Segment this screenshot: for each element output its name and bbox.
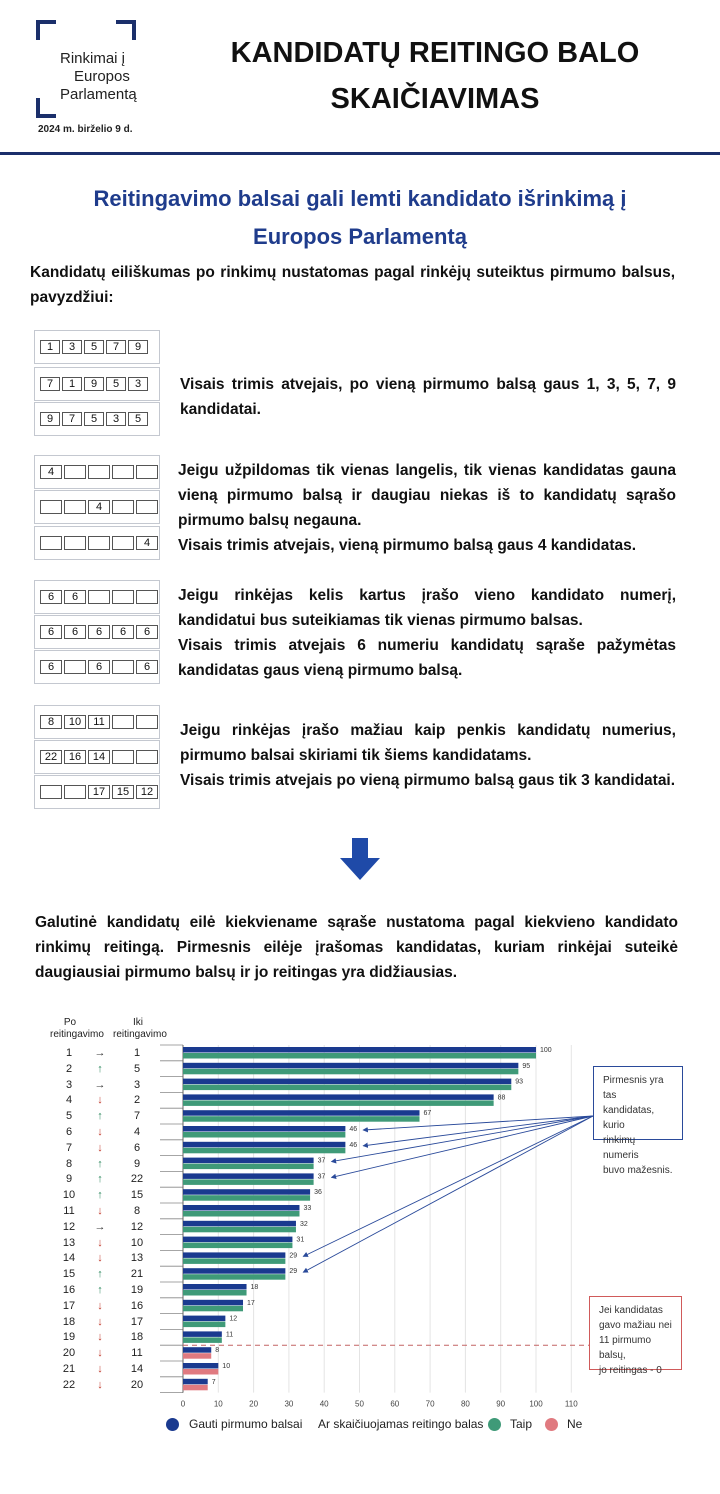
ballot-box: 3 xyxy=(106,412,126,426)
annotation-arrow xyxy=(303,1116,593,1256)
legend-yes-dot xyxy=(488,1418,501,1431)
votes-bar xyxy=(183,1079,511,1085)
title-line-1: KANDIDATŲ REITINGO BALO xyxy=(230,37,640,69)
votes-bar xyxy=(183,1316,225,1322)
col-before-line: reitingavimo xyxy=(113,1029,167,1040)
rank-after: 22 xyxy=(62,1378,76,1391)
bar-value-label: 31 xyxy=(296,1236,305,1244)
ballot-boxes xyxy=(40,465,158,479)
rank-up-arrow-icon: ↑ xyxy=(97,1062,103,1075)
ballot-box: 6 xyxy=(136,660,158,674)
col-before-line: Iki xyxy=(133,1017,143,1028)
note-threshold xyxy=(589,1296,682,1376)
ballot-box: 5 xyxy=(84,340,104,354)
ballot-box: 1 xyxy=(40,340,60,354)
logo-line: Europos xyxy=(74,68,130,85)
ballot-example-card xyxy=(34,775,160,809)
ballot-example-card xyxy=(34,650,160,684)
rating-yes-bar xyxy=(183,1179,314,1185)
example-text-line: Visais trimis atvejais 6 numeriu kandidatų sąraše pažymėtas kandidatas gaus vieną pirmumo balsą. xyxy=(178,637,676,679)
votes-bar xyxy=(183,1142,345,1148)
ballot-box: 5 xyxy=(106,377,126,391)
rank-before: 18 xyxy=(130,1331,144,1344)
votes-bar xyxy=(183,1379,208,1385)
rank-before: 22 xyxy=(130,1173,144,1186)
rating-yes-bar xyxy=(183,1164,314,1170)
ballot-boxes xyxy=(40,536,158,550)
intro-text: Kandidatų eiliškumas po rinkimų nustatomas pagal rinkėjų suteiktus pirmumo balsus, pavyzdžiui: xyxy=(30,264,675,306)
rank-before: 19 xyxy=(130,1284,144,1296)
bar-value-label: 36 xyxy=(314,1189,322,1197)
rank-after: 14 xyxy=(62,1252,76,1265)
rating-yes-bar xyxy=(183,1069,518,1075)
logo-line: Parlamentą xyxy=(60,86,137,103)
ballot-box: 7 xyxy=(62,412,82,426)
bar-value-label: 33 xyxy=(303,1205,312,1212)
rank-after: 10 xyxy=(62,1189,76,1202)
votes-bar xyxy=(183,1300,243,1306)
legend-question-label: Ar skaičiuojamas reitingo balas xyxy=(318,1417,484,1431)
rank-after: 6 xyxy=(65,1126,73,1138)
rank-before: 4 xyxy=(133,1126,141,1138)
note-line: Pirmesnis yra tas xyxy=(603,1075,664,1101)
ballot-example-card xyxy=(34,580,160,614)
ballot-box: 6 xyxy=(136,625,158,639)
ballot-example-card xyxy=(34,705,160,739)
rank-up-arrow-icon: ↑ xyxy=(97,1189,103,1202)
rank-after: 16 xyxy=(62,1284,76,1296)
example-2-text xyxy=(178,458,676,558)
bar-value-label: 93 xyxy=(515,1078,524,1086)
ballot-box: 6 xyxy=(64,590,86,604)
note-line: kandidatas, kurio xyxy=(603,1105,655,1131)
ballot-box xyxy=(64,465,86,479)
rank-after: 2 xyxy=(65,1062,73,1075)
x-tick-label: 50 xyxy=(355,1399,364,1409)
ballot-box: 9 xyxy=(84,377,104,391)
rank-down-arrow-icon: ↓ xyxy=(97,1141,103,1154)
ballot-box: 15 xyxy=(112,785,134,799)
rank-down-arrow-icon: ↓ xyxy=(97,1236,103,1249)
rating-yes-bar xyxy=(183,1306,243,1312)
subtitle-line-2: Europos Parlamentą xyxy=(253,224,467,249)
note-line: buvo mažesnis. xyxy=(603,1165,673,1176)
example-4-text xyxy=(180,718,676,793)
rank-before: 10 xyxy=(130,1236,144,1249)
bar-value-label: 46 xyxy=(349,1126,358,1133)
ballot-box xyxy=(136,715,158,729)
rank-before: 3 xyxy=(133,1078,141,1091)
ballot-box xyxy=(88,465,110,479)
ballot-box: 10 xyxy=(64,715,86,729)
bar-value-label: 88 xyxy=(497,1094,506,1102)
ballot-example-card xyxy=(34,740,160,774)
example-3-text xyxy=(178,583,676,683)
rank-same-arrow-icon: → xyxy=(94,1078,106,1091)
bar-value-label: 10 xyxy=(222,1363,231,1370)
rating-yes-bar xyxy=(183,1274,285,1280)
ballot-boxes xyxy=(40,750,158,764)
ballot-box: 11 xyxy=(88,715,110,729)
rank-down-arrow-icon: ↓ xyxy=(97,1299,103,1312)
bar-value-label: 37 xyxy=(317,1157,326,1165)
note-line: rinkimų numeris xyxy=(603,1135,639,1161)
rank-down-arrow-icon: ↓ xyxy=(97,1315,103,1328)
votes-bar xyxy=(183,1347,211,1353)
rank-before: 1 xyxy=(133,1047,141,1059)
ballot-box: 4 xyxy=(88,500,110,514)
rank-down-arrow-icon: ↓ xyxy=(97,1378,103,1391)
ballot-box xyxy=(64,660,86,674)
ballot-box: 6 xyxy=(64,625,86,639)
rank-after: 17 xyxy=(62,1299,76,1312)
annotation-arrow xyxy=(332,1116,593,1162)
rank-after: 13 xyxy=(62,1236,76,1249)
ballot-box xyxy=(64,500,86,514)
example-text-line: Jeigu rinkėjas įrašo mažiau kaip penkis kandidatų numerius, pirmumo balsai skiriami tik šiems kandidatams. xyxy=(180,722,676,764)
rank-up-arrow-icon: ↑ xyxy=(97,1284,103,1296)
ballot-box: 16 xyxy=(64,750,86,764)
ballot-box: 4 xyxy=(136,536,158,550)
ballot-boxes xyxy=(40,340,148,354)
ballot-box: 6 xyxy=(88,625,110,639)
ballot-box: 5 xyxy=(84,412,104,426)
bar-value-label: 100 xyxy=(540,1047,552,1054)
ballot-box: 4 xyxy=(40,465,62,479)
rating-yes-bar xyxy=(183,1195,310,1201)
ballot-example-card xyxy=(34,490,160,524)
votes-bar xyxy=(183,1126,345,1132)
rating-yes-bar xyxy=(183,1053,536,1059)
ballot-box: 6 xyxy=(40,590,62,604)
bar-value-label: 7 xyxy=(211,1378,216,1386)
rating-yes-bar xyxy=(183,1132,345,1138)
rating-yes-bar xyxy=(183,1290,247,1296)
ballot-box: 9 xyxy=(128,340,148,354)
rank-after: 20 xyxy=(62,1347,76,1360)
note-line: 11 pirmumo balsų, xyxy=(599,1335,652,1361)
bar-value-label: 29 xyxy=(289,1252,298,1260)
rank-before: 12 xyxy=(130,1220,144,1233)
x-tick-label: 0 xyxy=(180,1399,186,1409)
example-text-line: Jeigu užpildomas tik vienas langelis, tik vienas kandidatas gauna vieną pirmumo balsą ir daugiau niekas iš to kandidatų sąrašo pirmumo balsų negauna. xyxy=(178,462,676,529)
votes-bar xyxy=(183,1268,285,1274)
rank-before: 15 xyxy=(130,1189,144,1202)
rank-before: 6 xyxy=(133,1141,141,1154)
rank-before: 14 xyxy=(130,1363,144,1375)
title-line-2: SKAIČIAVIMAS xyxy=(330,83,540,115)
ballot-box: 7 xyxy=(40,377,60,391)
ballot-box xyxy=(136,750,158,764)
x-tick-label: 10 xyxy=(213,1399,223,1409)
ballot-box xyxy=(40,536,62,550)
rank-after: 15 xyxy=(62,1268,76,1281)
votes-bar xyxy=(183,1047,536,1053)
votes-bar xyxy=(183,1063,518,1069)
rank-before: 13 xyxy=(130,1252,144,1265)
ballot-boxes xyxy=(40,500,158,514)
annotation-arrow xyxy=(303,1116,593,1272)
rating-yes-bar xyxy=(183,1227,296,1233)
rank-before: 2 xyxy=(133,1094,141,1107)
votes-bar xyxy=(183,1205,299,1211)
x-tick-label: 60 xyxy=(390,1399,400,1409)
bar-value-label: 12 xyxy=(229,1315,238,1323)
ballot-box: 8 xyxy=(40,715,62,729)
note-line: Jei kandidatas xyxy=(599,1305,663,1316)
ballot-box: 7 xyxy=(106,340,126,354)
election-date: 2024 m. birželio 9 d. xyxy=(38,124,133,135)
rank-up-arrow-icon: ↑ xyxy=(97,1173,103,1186)
ballot-box: 6 xyxy=(88,660,110,674)
rank-down-arrow-icon: ↓ xyxy=(97,1347,103,1360)
page-title xyxy=(200,30,670,122)
ballot-box: 6 xyxy=(112,625,134,639)
rank-down-arrow-icon: ↓ xyxy=(97,1331,103,1344)
bar-value-label: 17 xyxy=(247,1299,255,1307)
col-after-line: Po xyxy=(63,1017,77,1028)
legend-yes-label: Taip xyxy=(510,1417,533,1431)
ballot-box xyxy=(112,750,134,764)
rank-down-arrow-icon: ↓ xyxy=(97,1094,103,1107)
section-subtitle xyxy=(60,180,660,256)
page-header xyxy=(0,0,720,155)
bar-value-label: 46 xyxy=(349,1141,358,1149)
ballot-box: 5 xyxy=(128,412,148,426)
ballot-box xyxy=(136,590,158,604)
rank-before: 9 xyxy=(133,1157,141,1170)
rating-yes-bar xyxy=(183,1243,292,1249)
note-lower-number xyxy=(593,1066,683,1176)
bar-value-label: 18 xyxy=(250,1284,259,1291)
rank-after: 18 xyxy=(62,1315,76,1328)
ballot-example-card xyxy=(34,526,160,560)
rank-before: 20 xyxy=(130,1378,144,1391)
rank-after: 19 xyxy=(62,1331,76,1344)
votes-bar xyxy=(183,1331,222,1337)
ballot-boxes xyxy=(40,715,158,729)
rank-before: 17 xyxy=(130,1315,144,1328)
note-line: gavo mažiau nei xyxy=(599,1320,672,1331)
arrow-down-icon xyxy=(340,838,380,880)
rank-same-arrow-icon: → xyxy=(94,1220,106,1233)
rank-before: 5 xyxy=(133,1062,141,1075)
ballot-box xyxy=(136,500,158,514)
ballot-box xyxy=(40,785,62,799)
rating-no-bar xyxy=(183,1385,208,1391)
rank-after: 1 xyxy=(65,1047,73,1059)
rank-down-arrow-icon: ↓ xyxy=(97,1252,103,1265)
x-tick-label: 70 xyxy=(425,1399,435,1409)
example-text-line: Visais trimis atvejais, vieną pirmumo balsą gaus 4 kandidatas. xyxy=(178,537,637,554)
x-tick-label: 30 xyxy=(284,1399,294,1409)
ballot-box xyxy=(40,500,62,514)
ballot-boxes xyxy=(40,625,158,639)
rating-yes-bar xyxy=(183,1116,420,1122)
rank-down-arrow-icon: ↓ xyxy=(97,1363,103,1375)
rank-down-arrow-icon: ↓ xyxy=(97,1205,103,1217)
rank-after: 8 xyxy=(65,1157,73,1170)
rating-yes-bar xyxy=(183,1211,299,1217)
rating-yes-bar xyxy=(183,1085,511,1091)
rank-after: 5 xyxy=(65,1110,73,1123)
ballot-example-card xyxy=(34,615,160,649)
legend-votes-label: Gauti pirmumo balsai xyxy=(189,1417,303,1431)
rank-after: 7 xyxy=(65,1141,73,1154)
ballot-box xyxy=(112,590,134,604)
rating-yes-bar xyxy=(183,1322,225,1328)
x-tick-label: 20 xyxy=(249,1399,259,1409)
votes-bar xyxy=(183,1284,247,1290)
ballot-box: 12 xyxy=(136,785,158,799)
ballot-example-card xyxy=(34,455,160,489)
bar-value-label: 29 xyxy=(289,1268,298,1276)
ballot-box xyxy=(64,536,86,550)
col-after-line: reitingavimo xyxy=(50,1029,104,1040)
rank-after: 9 xyxy=(65,1173,73,1186)
bar-value-label: 8 xyxy=(215,1347,220,1355)
ballot-boxes xyxy=(40,785,158,799)
rating-yes-bar xyxy=(183,1337,222,1343)
ballot-boxes xyxy=(40,660,158,674)
x-tick-label: 90 xyxy=(496,1399,506,1409)
ballot-boxes xyxy=(40,412,148,426)
rating-no-bar xyxy=(183,1353,211,1359)
annotation-arrow xyxy=(332,1116,593,1177)
rank-same-arrow-icon: → xyxy=(94,1047,106,1059)
votes-bar xyxy=(183,1221,296,1227)
bar-value-label: 95 xyxy=(522,1062,531,1070)
ballot-box: 14 xyxy=(88,750,110,764)
legend-no-label: Ne xyxy=(567,1417,583,1431)
rating-yes-bar xyxy=(183,1148,345,1154)
votes-bar xyxy=(183,1110,420,1116)
ballot-boxes xyxy=(40,377,148,391)
ballot-example-card xyxy=(34,367,160,401)
bar-value-label: 67 xyxy=(423,1110,432,1118)
example-1-text xyxy=(180,372,676,422)
rank-down-arrow-icon: ↓ xyxy=(97,1126,103,1138)
votes-bar xyxy=(183,1158,314,1164)
rank-before: 7 xyxy=(133,1110,141,1123)
x-tick-label: 110 xyxy=(564,1399,578,1409)
ballot-box xyxy=(136,465,158,479)
bar-value-label: 37 xyxy=(317,1173,326,1181)
final-order-text: Galutinė kandidatų eilė kiekviename sąraše nustatoma pagal kiekvieno kandidato rinkimų reitingą. Pirmesnis eilėje įrašomas kandidatas, kuriam rinkėjai suteikė daugiausiai pirmumo balsų ir jo reitingas yra didžiausias. xyxy=(35,914,678,981)
rank-up-arrow-icon: ↑ xyxy=(97,1157,103,1170)
legend-votes-dot xyxy=(166,1418,179,1431)
x-tick-label: 80 xyxy=(460,1399,470,1409)
bar-value-label: 32 xyxy=(299,1220,308,1228)
example-text-line: Jeigu rinkėjas kelis kartus įrašo vieno kandidato numerį, kandidatui bus suteikiamas tik vienas pirmumo balsas. xyxy=(178,587,676,629)
rank-up-arrow-icon: ↑ xyxy=(97,1268,103,1281)
ballot-box xyxy=(112,536,134,550)
ballot-box xyxy=(112,465,134,479)
x-tick-label: 40 xyxy=(319,1399,329,1409)
votes-bar xyxy=(183,1363,218,1369)
subtitle-line-1: Reitingavimo balsai gali lemti kandidato išrinkimą į xyxy=(93,186,627,211)
votes-bar xyxy=(183,1237,292,1243)
ballot-box: 9 xyxy=(40,412,60,426)
rank-before: 21 xyxy=(130,1268,144,1281)
x-tick-label: 100 xyxy=(529,1399,543,1409)
rank-before: 11 xyxy=(131,1347,143,1360)
ballot-box: 22 xyxy=(40,750,62,764)
rank-before: 16 xyxy=(130,1299,144,1312)
votes-bar xyxy=(183,1094,494,1100)
votes-bar xyxy=(183,1173,314,1179)
ballot-box xyxy=(112,500,134,514)
example-text-line: Visais trimis atvejais, po vieną pirmumo balsą gaus 1, 3, 5, 7, 9 kandidatai. xyxy=(180,376,676,418)
rank-after: 21 xyxy=(62,1363,76,1375)
votes-bar xyxy=(183,1189,310,1195)
rank-up-arrow-icon: ↑ xyxy=(97,1110,103,1123)
rating-no-bar xyxy=(183,1369,218,1375)
ballot-box xyxy=(88,590,110,604)
ballot-box xyxy=(88,536,110,550)
rank-after: 12 xyxy=(62,1220,76,1233)
ballot-boxes xyxy=(40,590,158,604)
rank-after: 4 xyxy=(65,1094,73,1107)
ballot-box xyxy=(112,715,134,729)
rank-after: 3 xyxy=(65,1078,73,1091)
rank-after: 11 xyxy=(63,1205,75,1217)
ballot-box: 17 xyxy=(88,785,110,799)
logo-line: Rinkimai į xyxy=(60,50,126,67)
ballot-example-card xyxy=(34,330,160,364)
rating-yes-bar xyxy=(183,1100,494,1106)
ballot-box: 6 xyxy=(40,660,62,674)
votes-bar xyxy=(183,1252,285,1258)
ballot-box: 3 xyxy=(128,377,148,391)
ballot-box: 6 xyxy=(40,625,62,639)
ballot-box xyxy=(112,660,134,674)
ballot-example-card xyxy=(34,402,160,436)
ballot-box xyxy=(64,785,86,799)
ballot-box: 1 xyxy=(62,377,82,391)
note-line: jo reitingas - 0 xyxy=(599,1365,662,1376)
example-text-line: Visais trimis atvejais po vieną pirmumo balsą gaus tik 3 kandidatai. xyxy=(180,772,676,789)
rating-yes-bar xyxy=(183,1258,285,1264)
ballot-box: 3 xyxy=(62,340,82,354)
logo-text xyxy=(60,50,140,104)
rank-before: 8 xyxy=(133,1205,141,1217)
legend-no-dot xyxy=(545,1418,558,1431)
bar-value-label: 11 xyxy=(225,1331,234,1339)
